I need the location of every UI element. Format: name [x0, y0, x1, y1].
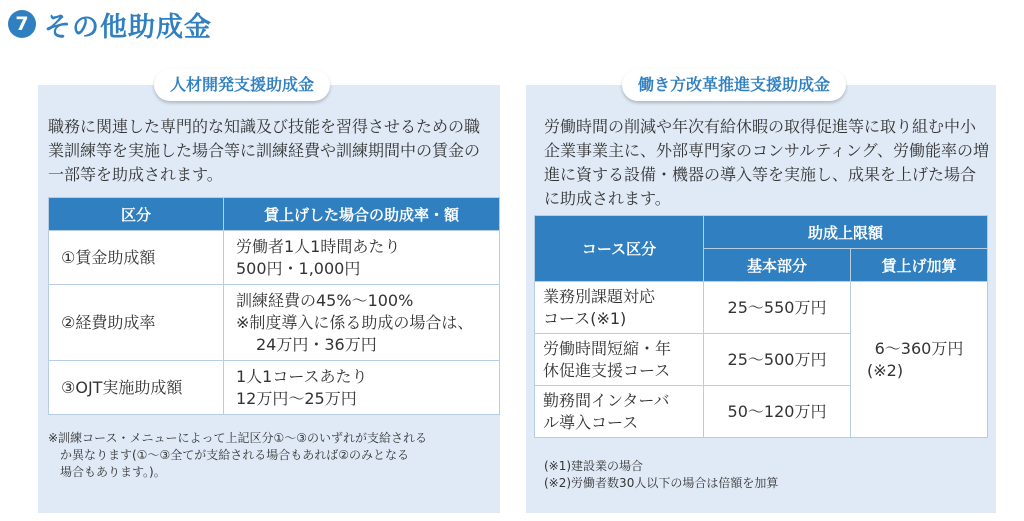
- amount-line: ※制度導入に係る助成の場合は、: [236, 312, 474, 332]
- header-raise: 賃上げ加算: [851, 249, 988, 282]
- base-amount: 25～550万円: [704, 282, 851, 334]
- course-line: コース(※1): [543, 308, 627, 328]
- jinzai-kaihatsu-description: 職務に関連した専門的な知識及び技能を習得させるための職業訓練等を実施した場合等に訓練経費や訓練期間中の賃金の一部等を助成されます。: [48, 117, 481, 184]
- row-category: ③OJT実施助成額: [49, 361, 224, 415]
- course-name: [535, 334, 704, 386]
- header-limit: 助成上限額: [704, 216, 988, 249]
- note-line: 場合もあります。)。: [60, 465, 166, 479]
- raise-line: 6～360万円: [874, 338, 964, 358]
- section-number-badge: 7: [8, 10, 36, 38]
- row-amount: [224, 361, 500, 415]
- amount-line: 訓練経費の45%～100%: [236, 290, 414, 310]
- header-category: 区分: [49, 198, 224, 231]
- course-name: [535, 386, 704, 438]
- raise-amount: [851, 282, 988, 438]
- table-row: [49, 285, 500, 361]
- table-row: [49, 361, 500, 415]
- header-course: コース区分: [535, 216, 704, 282]
- table-row: [535, 282, 988, 334]
- amount-line: 12万円～25万円: [236, 388, 357, 408]
- note-line: (※2)労働者数30人以下の場合は倍額を加算: [544, 476, 779, 490]
- jinzai-kaihatsu-panel: [38, 75, 500, 513]
- row-category: ②経費助成率: [49, 285, 224, 361]
- section-heading: [8, 4, 212, 44]
- hatarakikata-kaikaku-table: [534, 215, 988, 438]
- note-line: (※1)建設業の場合: [544, 459, 644, 473]
- course-line: 勤務間インターバ: [543, 390, 670, 410]
- hatarakikata-kaikaku-description: 労働時間の削減や年次有給休暇の取得促進等に取り組む中小企業事業主に、外部専門家のコンサルティング、労働能率の増進に資する設備・機器の導入等を実施し、成果を上げた場合に助成されます。: [544, 117, 989, 208]
- row-amount: [224, 285, 500, 361]
- note-line: か異なります(①～③全てが支給される場合もあれば②のみとなる: [60, 448, 409, 462]
- row-category: ①賃金助成額: [49, 231, 224, 285]
- table-row: [49, 231, 500, 285]
- amount-line: 1人1コースあたり: [236, 366, 368, 386]
- amount-line: 労働者1人1時間あたり: [236, 236, 401, 256]
- header-base: 基本部分: [704, 249, 851, 282]
- course-line: 休促進支援コース: [543, 360, 671, 380]
- course-line: ル導入コース: [543, 412, 639, 432]
- course-line: 労働時間短縮・年: [543, 338, 672, 358]
- header-rate: 賃上げした場合の助成率・額: [224, 198, 500, 231]
- jinzai-kaihatsu-table: [48, 197, 500, 415]
- section-title: その他助成金: [44, 11, 212, 43]
- raise-line: (※2): [867, 360, 904, 380]
- jinzai-kaihatsu-title: 人材開発支援助成金: [154, 69, 330, 101]
- amount-line: 24万円・36万円: [256, 334, 377, 354]
- table-header-row: [535, 216, 988, 249]
- course-line: 業務別課題対応: [543, 286, 656, 306]
- base-amount: 50～120万円: [704, 386, 851, 438]
- hatarakikata-kaikaku-notes: [544, 458, 989, 492]
- jinzai-kaihatsu-notes: [48, 430, 493, 481]
- hatarakikata-kaikaku-panel: [526, 75, 996, 513]
- base-amount: 25～500万円: [704, 334, 851, 386]
- note-line: ※訓練コース・メニューによって上記区分①～③のいずれが支給される: [48, 431, 427, 445]
- row-amount: [224, 231, 500, 285]
- amount-line: 500円・1,000円: [236, 258, 361, 278]
- hatarakikata-kaikaku-title: 働き方改革推進支援助成金: [622, 69, 846, 101]
- table-header-row: [49, 198, 500, 231]
- course-name: [535, 282, 704, 334]
